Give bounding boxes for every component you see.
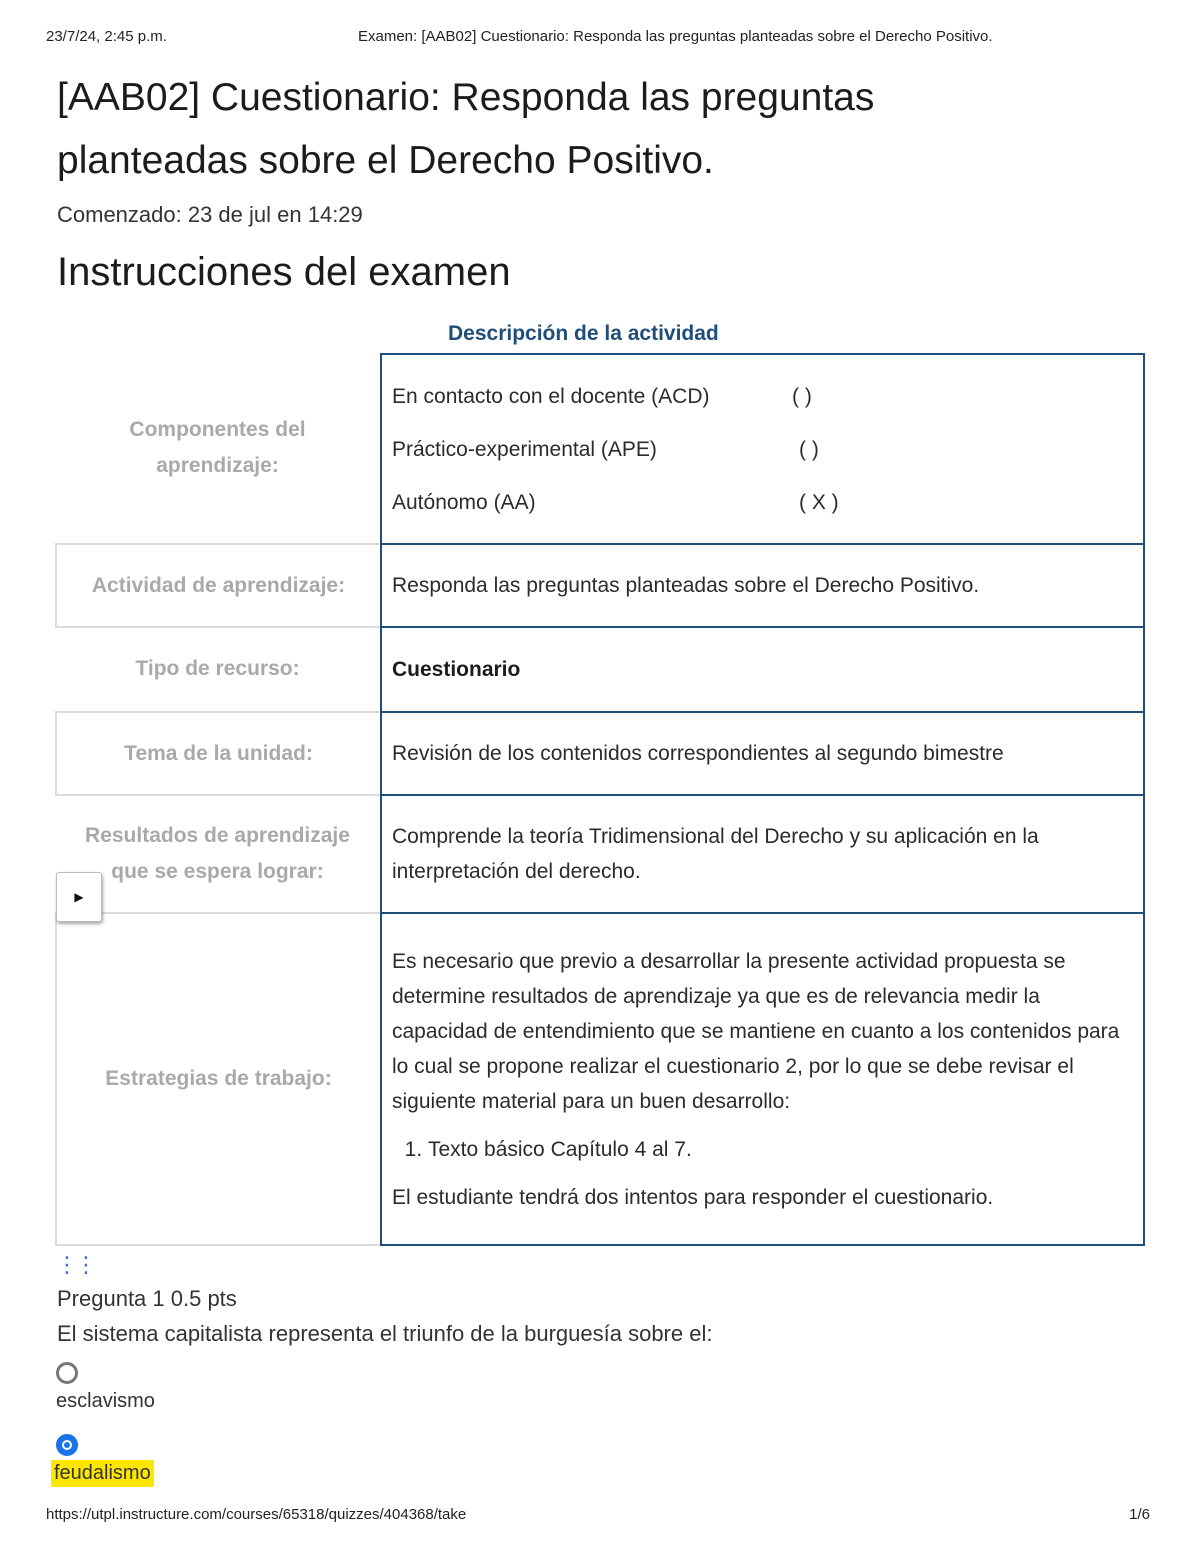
outcomes-value: Comprende la teoría Tridimensional del Derecho y su aplicación en la interpretación del derecho. [380,794,1145,914]
started-timestamp: Comenzado: 23 de jul en 14:29 [57,202,363,227]
strategies-intro: Es necesario que previo a desarrollar la presente actividad propuesta se determine resultados de aprendizaje ya que es de relevancia medir la capacidad de entendimiento que se mantiene en cuanto a los contenidos para lo cual se propone realizar el cuestionario 2, por lo que se debe revisar el siguiente material para un buen desarrollo: [392,949,1120,1113]
table-caption: Descripción de la actividad [448,322,719,345]
option-esclavismo-radio[interactable] [56,1362,78,1384]
page-number: 1/6 [1129,1506,1150,1523]
print-footer [46,1506,1154,1526]
play-triangle-icon: ▶ [74,890,84,904]
option-feudalismo-label[interactable]: feudalismo [51,1460,154,1487]
print-title: Examen: [AAB02] Cuestionario: Responda las preguntas planteadas sobre el Derecho Positivo. [358,28,993,45]
activity-value: Responda las preguntas planteadas sobre el Derecho Positivo. [380,543,1145,628]
component-aa-mark: ( X ) [799,490,839,514]
components-label: Componentes del aprendizaje: [129,418,306,477]
print-header [46,28,1154,48]
print-url: https://utpl.instructure.com/courses/65318/quizzes/404368/take [46,1506,467,1523]
topic-value: Revisión de los contenidos correspondientes al segundo bimestre [380,711,1145,796]
component-acd-mark: ( ) [792,384,812,408]
resource-value: Cuestionario [380,626,1145,713]
activity-label: Actividad de aprendizaje: [55,543,380,628]
component-aa: Autónomo (AA) ( X ) [392,476,1133,529]
strategies-value [380,912,1145,1246]
strategies-label: Estrategias de trabajo: [55,912,380,1246]
outcomes-label: Resultados de aprendizaje que se espera lograr: [85,823,350,883]
option-feudalismo-radio[interactable] [56,1434,78,1456]
question-text: El sistema capitalista representa el triunfo de la burguesía sobre el: [57,1321,713,1346]
component-ape-mark: ( ) [799,437,819,461]
strategies-outro: El estudiante tendrá dos intentos para responder el cuestionario. [392,1185,994,1209]
strategies-list-item: 1. Texto básico Capítulo 4 al 7. [428,1132,1133,1167]
option-esclavismo-label[interactable]: esclavismo [56,1390,155,1412]
component-acd: En contacto con el docente (ACD) ( ) [392,370,1133,423]
topic-label: Tema de la unidad: [55,711,380,796]
strategies-list [392,1132,1133,1167]
expand-toggle-button[interactable] [56,872,102,922]
resource-label: Tipo de recurso: [135,657,300,680]
print-date: 23/7/24, 2:45 p.m. [46,28,167,45]
drag-handle-icon[interactable]: ⋮⋮ [56,1252,94,1277]
component-ape: Práctico-experimental (APE) ( ) [392,423,1133,476]
page-title: [AAB02] Cuestionario: Responda las preguntas planteadas sobre el Derecho Positivo. [57,76,875,182]
question-header: Pregunta 1 0.5 pts [57,1286,237,1311]
components-cell [380,353,1145,545]
instructions-title: Instrucciones del examen [57,250,511,294]
